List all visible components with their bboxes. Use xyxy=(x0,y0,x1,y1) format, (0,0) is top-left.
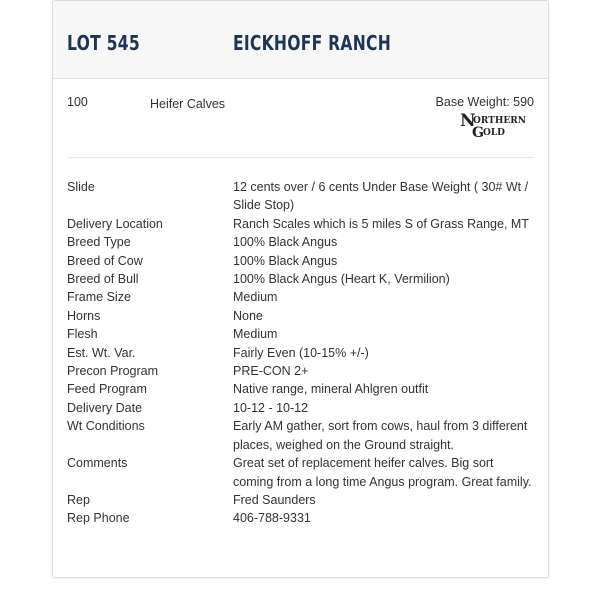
lot-card xyxy=(52,0,549,578)
northern-gold-logo-icon xyxy=(458,112,534,140)
detail-label: Rep Phone xyxy=(67,511,130,526)
detail-row-wt-conditions xyxy=(67,417,532,454)
divider xyxy=(67,157,534,158)
detail-value: Great set of replacement heifer calves. Big sort coming from a long time Angus program. Great family. xyxy=(233,456,532,489)
detail-label: Wt Conditions xyxy=(67,419,145,434)
detail-value: Fred Saunders xyxy=(233,492,316,507)
svg-text:ORTHERN: ORTHERN xyxy=(473,116,526,126)
detail-value: Ranch Scales which is 5 miles S of Grass Range, MT xyxy=(233,216,529,231)
detail-label: Horns xyxy=(67,308,101,323)
detail-value: Medium xyxy=(233,327,278,342)
detail-row-horns xyxy=(67,307,532,325)
base-weight: Base Weight: 590 xyxy=(435,95,534,109)
detail-row-rep xyxy=(67,491,532,509)
detail-row-comments xyxy=(67,454,532,491)
detail-label: Breed of Cow xyxy=(67,253,143,268)
detail-row-delivery-date xyxy=(67,399,532,417)
detail-value: 100% Black Angus xyxy=(233,253,338,268)
svg-text:G: G xyxy=(472,125,484,140)
detail-label: Flesh xyxy=(67,327,98,342)
detail-value: 406-788-9331 xyxy=(233,511,311,526)
detail-value: 100% Black Angus xyxy=(233,235,338,250)
lot-details xyxy=(67,178,532,528)
detail-row-flesh xyxy=(67,325,532,343)
detail-row-delivery-location xyxy=(67,215,532,233)
cattle-description: Heifer Calves xyxy=(150,97,226,111)
svg-text:OLD: OLD xyxy=(483,128,505,138)
consignor-name: EICKHOFF RANCH xyxy=(233,31,391,55)
detail-label: Delivery Location xyxy=(67,216,163,231)
head-count: 100 xyxy=(67,95,88,109)
detail-label: Rep xyxy=(67,492,90,507)
detail-label: Breed Type xyxy=(67,235,131,250)
detail-row-slide xyxy=(67,178,532,215)
detail-row-breed-of-cow xyxy=(67,252,532,270)
detail-label: Feed Program xyxy=(67,382,147,397)
detail-label: Frame Size xyxy=(67,290,131,305)
detail-row-precon-program xyxy=(67,362,532,380)
detail-value: PRE-CON 2+ xyxy=(233,364,309,379)
detail-row-breed-type xyxy=(67,233,532,251)
detail-row-feed-program xyxy=(67,380,532,398)
detail-label: Precon Program xyxy=(67,364,159,379)
svg-text:N: N xyxy=(460,112,476,131)
detail-label: Comments xyxy=(67,456,128,471)
detail-row-rep-phone xyxy=(67,509,532,527)
detail-label: Slide xyxy=(67,180,95,194)
detail-row-frame-size xyxy=(67,288,532,306)
detail-label: Breed of Bull xyxy=(67,272,139,287)
detail-value: 12 cents over / 6 cents Under Base Weight ( 30# Wt / Slide Stop) xyxy=(233,180,529,213)
lot-number: LOT 545 xyxy=(67,31,140,55)
detail-value: None xyxy=(233,308,263,323)
lot-summary xyxy=(53,79,548,157)
detail-value: Fairly Even (10-15% +/-) xyxy=(233,345,369,360)
detail-value: 100% Black Angus (Heart K, Vermilion) xyxy=(233,272,450,287)
detail-value: 10-12 - 10-12 xyxy=(233,400,309,415)
detail-value: Early AM gather, sort from cows, haul from 3 different places, weighed on the Ground straight. xyxy=(233,419,528,452)
detail-row-est-wt-var xyxy=(67,344,532,362)
detail-value: Native range, mineral Ahlgren outfit xyxy=(233,382,429,397)
detail-row-breed-of-bull xyxy=(67,270,532,288)
detail-label: Est. Wt. Var. xyxy=(67,345,136,360)
lot-header xyxy=(53,1,548,79)
detail-value: Medium xyxy=(233,290,278,305)
detail-label: Delivery Date xyxy=(67,400,143,415)
